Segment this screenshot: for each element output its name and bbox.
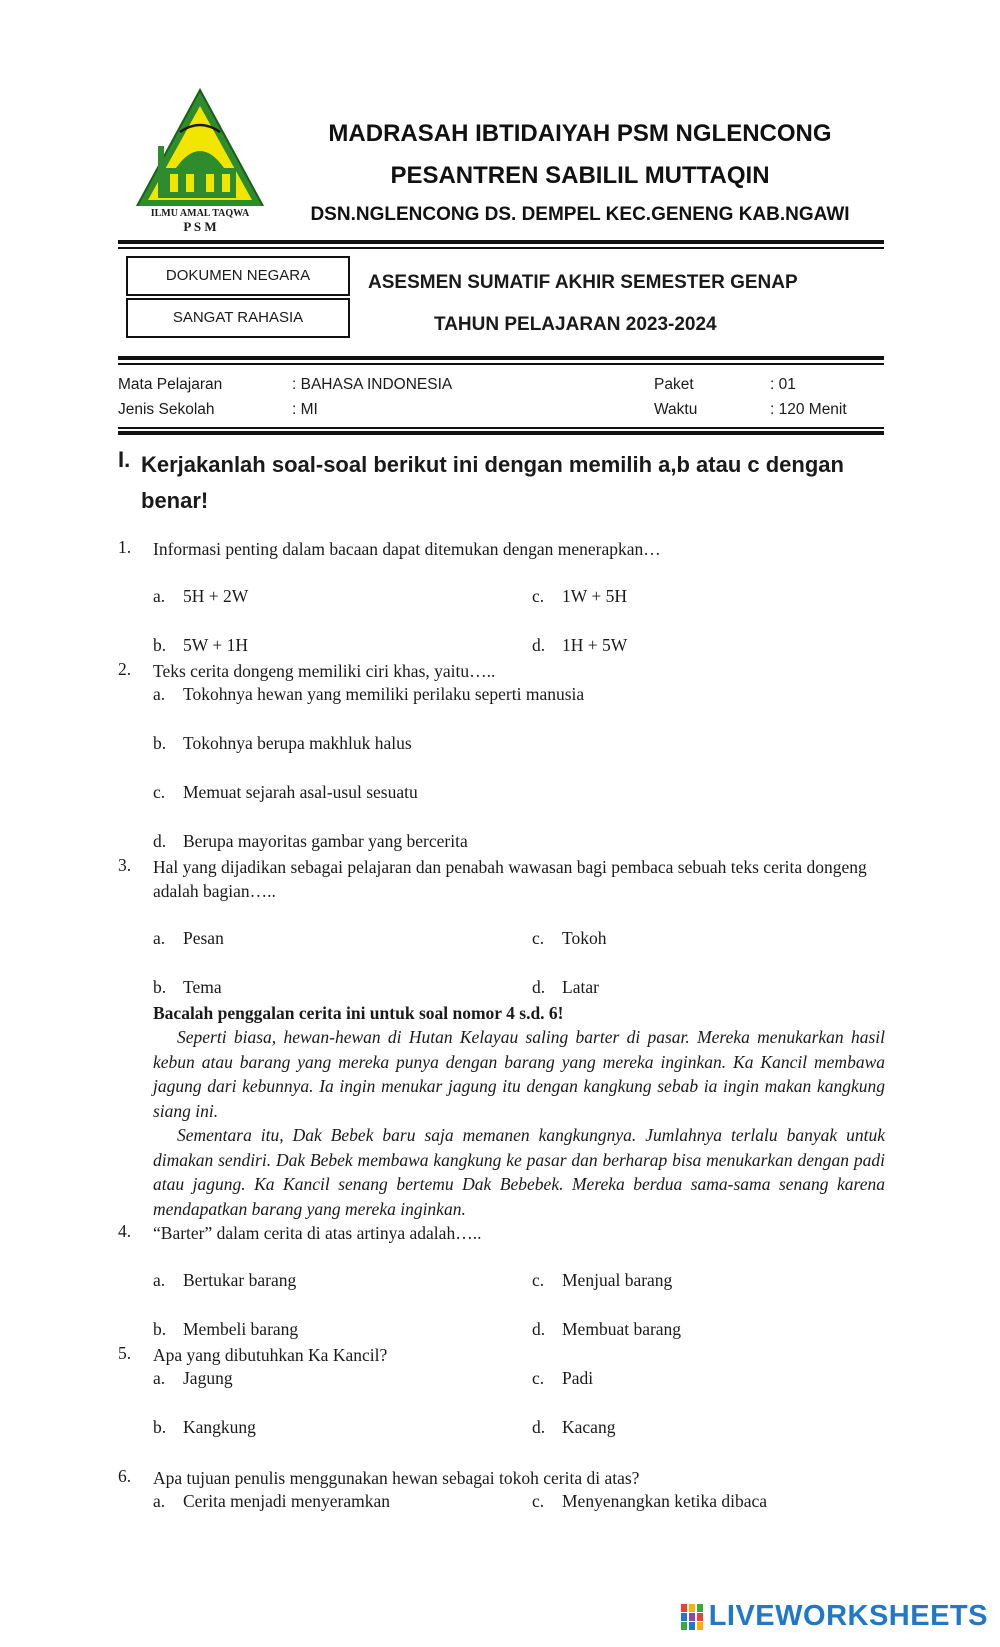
pesantren-name: PESANTREN SABILIL MUTTAQIN [390,162,770,189]
option-item[interactable]: d. Berupa mayoritas gambar yang bercerita [153,831,468,851]
option-item[interactable]: a. Jagung [153,1368,233,1388]
question-text: Apa tujuan penulis menggunakan hewan sebagai tokoh cerita di atas? [153,1468,640,1488]
exam-title: ASESMEN SUMATIF AKHIR SEMESTER GENAP [368,272,798,293]
question-number: 4. [118,1221,132,1241]
package-value: : 01 [770,376,796,393]
doc-label-negara: DOKUMEN NEGARA [126,256,350,296]
question-number: 5. [118,1343,132,1363]
option-item[interactable]: d. 1H + 5W [532,635,628,655]
header-rule-thick [118,240,884,244]
school-type-value: : MI [292,401,318,418]
option-item[interactable]: b. Membeli barang [153,1319,299,1339]
question-number: 2. [118,659,132,679]
question-number: 6. [118,1466,132,1486]
question-number: 3. [118,855,132,875]
option-item[interactable]: a. Cerita menjadi menyeramkan [153,1491,391,1511]
question-text: Informasi penting dalam bacaan dapat ditemukan dengan menerapkan… [153,539,661,559]
doc-label-rahasia: SANGAT RAHASIA [126,298,350,338]
liveworksheets-icon [681,1604,703,1630]
title-rule-thin [118,363,884,365]
school-name: MADRASAH IBTIDAIYAH PSM NGLENCONG [328,120,832,147]
option-item[interactable]: c. Padi [532,1368,594,1388]
option-item[interactable]: a. 5H + 2W [153,586,249,606]
school-type-label: Jenis Sekolah [118,401,215,418]
subject-value: : BAHASA INDONESIA [292,376,453,393]
question-text: Apa yang dibutuhkan Ka Kancil? [153,1345,388,1365]
exam-year: TAHUN PELAJARAN 2023-2024 [434,314,717,335]
option-item[interactable]: d. Latar [532,977,599,997]
time-label: Waktu [654,401,698,418]
question-text: Teks cerita dongeng memiliki ciri khas, yaitu….. [153,661,496,681]
info-rule-thin [118,427,884,429]
title-rule-thick [118,356,884,360]
question-text: Hal yang dijadikan sebagai pelajaran dan penabah wawasan bagi pembaca sebuah teks cerita dongeng adalah bagian….. [153,857,867,901]
option-item[interactable]: d. Membuat barang [532,1319,682,1339]
liveworksheets-text: LIVEWORKSHEETS [708,1600,988,1632]
option-item[interactable]: b. 5W + 1H [153,635,248,655]
reading-paragraph-2: Sementara itu, Dak Bebek baru saja memanen kangkungnya. Jumlahnya terlalu banyak untuk dimakan sendiri. Dak Bebek membawa kangkung ke pasar dan berharap bisa menukarkan dengan padi atau jagung. Ka Kancil senang bertemu Dak Bebebek. Mereka berdua sama-sama senang karena mendapatkan barang yang mereka inginkan. [153,1125,885,1219]
option-item[interactable]: c. Tokoh [532,928,607,948]
package-label: Paket [654,376,694,393]
question-number: 1. [118,537,132,557]
option-item[interactable]: a. Tokohnya hewan yang memiliki perilaku seperti manusia [153,684,585,704]
subject-label: Mata Pelajaran [118,376,223,393]
info-rule-thick [118,431,884,435]
option-item[interactable]: c. 1W + 5H [532,586,627,606]
instruction-number: I. [118,447,131,472]
option-item[interactable]: c. Menyenangkan ketika dibaca [532,1491,768,1511]
reading-passage [153,1025,885,1221]
logo-abbrev: P S M [183,219,217,234]
option-item[interactable]: b. Tokohnya berupa makhluk halus [153,733,412,753]
header-rule-thin [118,247,884,249]
option-item[interactable]: a. Bertukar barang [153,1270,297,1290]
school-logo [130,88,270,238]
option-item[interactable]: c. Memuat sejarah asal-usul sesuatu [153,782,418,802]
reading-paragraph-1: Seperti biasa, hewan-hewan di Hutan Kelayau saling barter di pasar. Mereka menukarkan hasil kebun atau barang yang mereka punya dengan barang yang mereka inginkan. Ka Kancil membawa jagung dari kebunnya. Ia ingin menukar jagung itu dengan kangkung sebab ia ingin makan kangkung siang ini. [153,1027,885,1121]
option-item[interactable]: a. Pesan [153,928,224,948]
logo-motto: ILMU AMAL TAQWA [150,208,250,219]
school-address: DSN.NGLENCONG DS. DEMPEL KEC.GENENG KAB.NGAWI [310,204,850,225]
time-value: : 120 Menit [770,401,847,418]
option-item[interactable]: d. Kacang [532,1417,616,1437]
instruction-text: Kerjakanlah soal-soal berikut ini dengan memilih a,b atau c dengan benar! [141,452,844,513]
option-item[interactable]: c. Menjual barang [532,1270,673,1290]
option-item[interactable]: b. Tema [153,977,222,997]
reading-heading: Bacalah penggalan cerita ini untuk soal nomor 4 s.d. 6! [153,1003,564,1023]
liveworksheets-brand[interactable] [681,1600,988,1633]
option-item[interactable]: b. Kangkung [153,1417,256,1437]
question-text: “Barter” dalam cerita di atas artinya adalah….. [153,1223,482,1243]
